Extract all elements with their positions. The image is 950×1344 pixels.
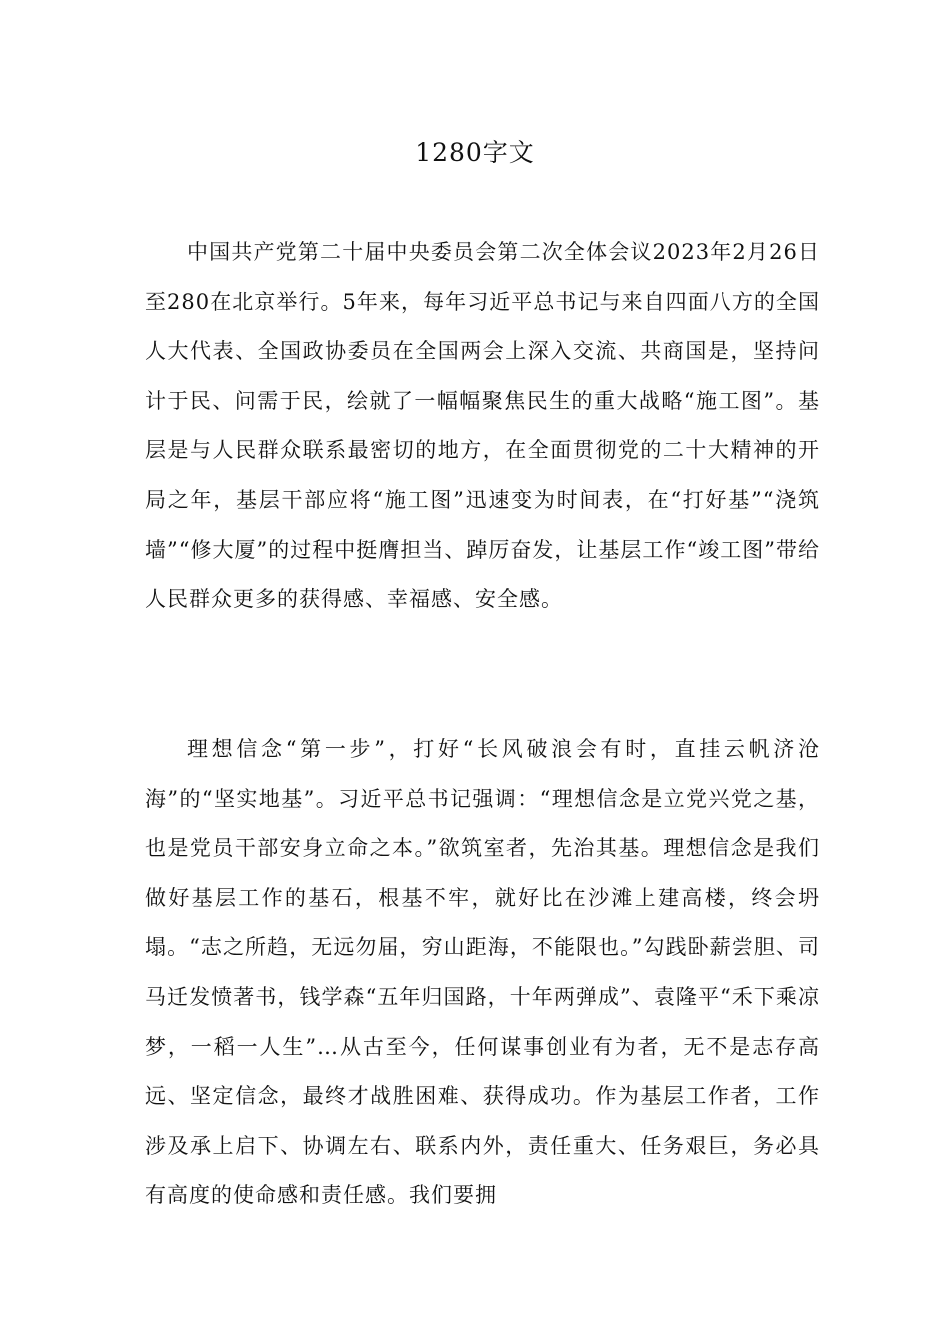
- paragraph-1: 中国共产党第二十届中央委员会第二次全体会议2023年2月26日至280在北京举行。5年来，每年习近平总书记与来自四面八方的全国人大代表、全国政协委员在全国两会上深入交流、共商国是，坚持问计于民、问需于民，绘就了一幅幅聚焦民生的重大战略“施工图”。基层是与人民群众联系最密切的地方，在全面贯彻党的二十大精神的开局之年，基层干部应将“施工图”迅速变为时间表，在“打好基”“浇筑墙”“修大厦”的过程中挺膺担当、踔厉奋发，让基层工作“竣工图”带给人民群众更多的获得感、幸福感、安全感。: [145, 240, 820, 612]
- paragraph-2: 理想信念“第一步”，打好“长风破浪会有时，直挂云帆济沧海”的“坚实地基”。习近平总书记强调：“理想信念是立党兴党之基，也是党员干部安身立命之本。”欲筑室者，先治其基。理想信念是我们做好基层工作的基石，根基不牢，就好比在沙滩上建高楼，终会坍塌。“志之所趋，无远勿届，穷山距海，不能限也。”勾践卧薪尝胆、司马迁发愤著书，钱学森“五年归国路，十年两弹成”、袁隆平“禾下乘凉梦，一稻一人生”…从古至今，任何谋事创业有为者，无不是志存高远、坚定信念，最终才战胜困难、获得成功。作为基层工作者，工作涉及承上启下、协调左右、联系内外，责任重大、任务艰巨，务必具有高度的使命感和责任感。我们要拥: [145, 737, 820, 1208]
- page-title: 1280字文: [415, 138, 535, 167]
